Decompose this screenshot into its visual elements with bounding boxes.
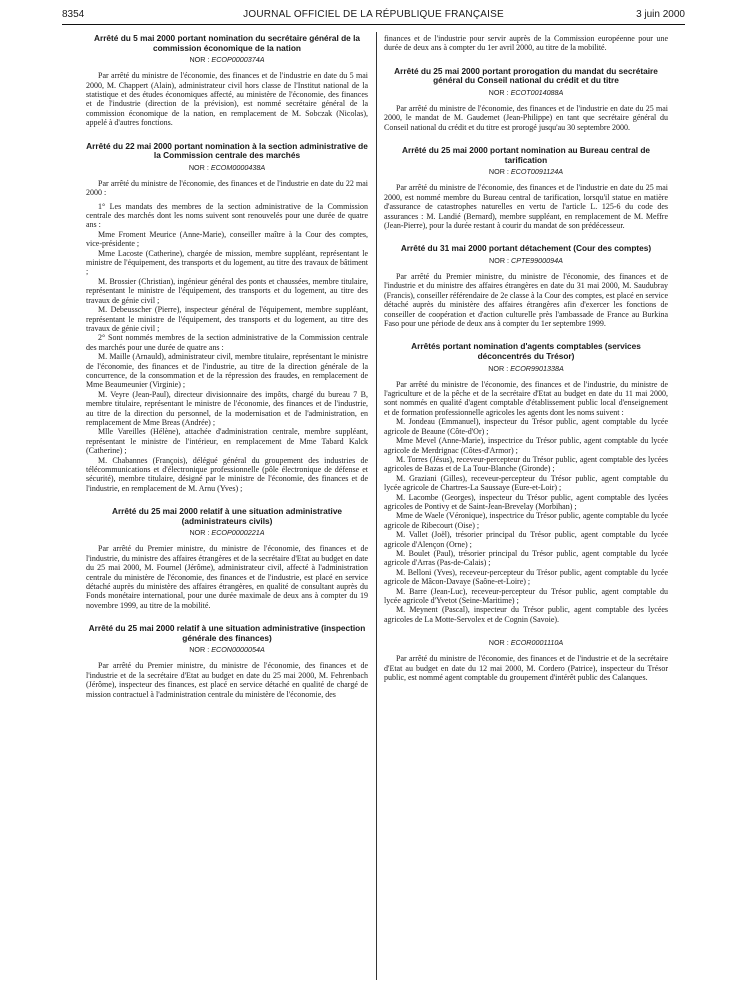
nor-code: ECOT0091124A — [510, 167, 564, 177]
decree-section — [384, 146, 668, 230]
nor-code: CPTE9900094A — [511, 256, 563, 266]
nor-code: ECOP0000374A — [211, 55, 265, 65]
decree-paragraph: Mme Mevel (Anne-Marie), inspectrice du Trésor public, agent comptable du lycée agricole de Merdrignac (Côtes-d'Armor) ; — [384, 436, 668, 455]
nor-code: ECOT0014088A — [510, 88, 564, 97]
nor-reference: NOR : ECOT0014088A — [488, 88, 564, 97]
nor-code: ECOP0000221A — [211, 528, 265, 538]
decree-section — [384, 342, 668, 624]
decree-paragraph: Par arrêté du Premier ministre, du ministre de l'économie, des finances et de l'industrie et de la secrétaire d'Etat au budget en date du 25 mai 2000, M. Fehrenbach (Jérôme), inspecteur des finances, est placé en service détaché en qualité de chargé de mission contractuel à l'administration centrale du ministère de l'économie, des — [86, 661, 368, 699]
left-column — [86, 34, 368, 699]
nor-reference: NOR : ECOR9901338A — [488, 363, 564, 373]
decree-paragraph: Par arrêté du ministre de l'économie, des finances et de l'industrie, du ministre de l'agriculture et de la pêche et de la secrétaire d'Etat au budget en date du 11 mai 2000, sont nommés en qualité d'agent comptable d'établissement public local d'enseignement et de formation professionnelle agricoles les agents dont les noms suivent : — [384, 379, 668, 417]
decree-section — [384, 67, 668, 132]
decree-section — [86, 507, 368, 610]
decree-title: Arrêté du 5 mai 2000 portant nomination du secrétaire général de la commission économique de la nation — [93, 33, 361, 53]
decree-paragraph: M. Lacombe (Georges), inspecteur du Trésor public, agent comptable des lycées agricoles de Pontivy et de Saint-Jean-Brevelay (Morbihan) ; — [384, 492, 668, 511]
decree-paragraph: Par arrêté du ministre de l'économie, des finances et de l'industrie en date du 25 mai 2000, est nommé membre du Bureau central de tarification, lorsqu'il statue en matière d'assurance de catastrophes naturelles en vertu de l'article L. 125-6 du code des assurances : M. Landié (Bernard), membre suppléant, en remplacement de M. Meffre (Jean-Pierre), pour la durée restant à courir du mandat de son prédécesseur. — [384, 183, 668, 231]
continued-paragraph: finances et de l'industrie pour servir auprès de la Commission européenne pour une durée de deux ans à compter du 1er avril 2000, au titre de la mobilité. — [384, 34, 668, 53]
nor-reference: NOR : ECOT0091124A — [488, 167, 564, 177]
decree-paragraph: Par arrêté du ministre de l'économie, des finances et de l'industrie et de la secrétaire d'Etat au budget en date du 12 mai 2000, M. Cordero (Patrice), inspecteur du Trésor public, est nommé agent comptable du groupement d'intérêt public des Calanques. — [384, 654, 668, 683]
decree-paragraph: Mme de Waele (Véronique), inspectrice du Trésor public, agente comptable du lycée agricole de Ribecourt (Oise) ; — [384, 511, 668, 530]
decree-paragraph: M. Graziani (Gilles), receveur-percepteur du Trésor public, agent comptable du lycée agricole de Chartres-La Saussaye (Eure-et-Loir) ; — [384, 473, 668, 493]
decree-paragraph: Par arrêté du Premier ministre, du ministre de l'économie, des finances et de l'industrie, du ministre des affaires étrangères et de la secrétaire d'Etat au budget en date du 25 mai 2000, M. Fournel (Jérôme), administrateur civil, affecté à l'administration centrale du ministère de l'économie, des finances et de l'industrie, est placé en service détaché auprès du ministère des affaires étrangères, en qualité de consultant auprès du Fonds monétaire international, pour une durée maximale de deux ans à compter du 19 novembre 1999, au titre de la mobilité. — [86, 544, 368, 610]
page-number: 8354 — [62, 9, 85, 20]
decree-paragraph: M. Barre (Jean-Luc), receveur-percepteur du Trésor public, agent comptable du lycée agricole d'Yvetot (Seine-Maritime) ; — [384, 586, 668, 605]
nor-code: ECOR9901338A — [510, 363, 564, 373]
decree-section — [86, 34, 368, 128]
nor-reference: NOR : ECOR0001110A — [488, 638, 564, 648]
decree-section — [86, 142, 368, 494]
right-column — [384, 34, 668, 682]
decree-paragraph: Par arrêté du Premier ministre, du ministre de l'économie, des finances et de l'industrie et du ministre des affaires étrangères en date du 31 mai 2000, M. Saudubray (Francis), conseiller référendaire de 2e classe à la Cour des comptes, est placé en service détaché auprès du ministère des affaires étrangères afin d'exercer les fonctions de conseiller de coopération et d'action culturelle près l'ambassade de France au Burkina Faso pour une période de deux ans à compter du 1er septembre 1999. — [384, 272, 668, 329]
nor-code: ECOR0001110A — [510, 638, 564, 648]
nor-reference: NOR : ECOP0000221A — [189, 528, 265, 538]
decree-section — [384, 244, 668, 328]
decree-paragraph: M. Brossier (Christian), ingénieur général des ponts et chaussées, membre titulaire, représentant le ministre de l'équipement, des transports et du logement, au titre des travaux de génie civil ; — [86, 276, 368, 305]
decree-title: Arrêté du 25 mai 2000 portant nomination au Bureau central de tarification — [401, 145, 651, 165]
decree-paragraph: 2° Sont nommés membres de la section administrative de la Commission centrale des marchés pour une durée de quatre ans : — [86, 333, 368, 352]
decree-title: Arrêté du 25 mai 2000 relatif à une situation administrative (inspection générale des finances) — [88, 623, 366, 643]
decree-paragraph: Par arrêté du ministre de l'économie, des finances et de l'industrie en date du 5 mai 2000, M. Chappert (Alain), administrateur civil hors classe de l'Institut national de la statistique et des études économiques affecté, au ministère de l'économie, des finances et de l'industrie (direction de la prévision), est nommé secrétaire général de la commission économique de la nation, en remplacement de M. Sobczak (Nicolas), appelé à d'autres fonctions. — [86, 71, 368, 128]
decree-paragraph: M. Belloni (Yves), receveur-percepteur du Trésor public, agent comptable du lycée agricole de Mâcon-Davaye (Saône-et-Loire) ; — [384, 567, 668, 587]
publication-date: 3 juin 2000 — [636, 9, 685, 20]
decree-paragraph: M. Meynent (Pascal), inspecteur du Trésor public, agent comptable des lycées agricoles de La Motte-Servolex et de Cognin (Savoie). — [384, 605, 668, 624]
decree-paragraph: M. Maille (Arnauld), administrateur civil, membre titulaire, représentant le ministre de l'économie, des finances et de l'industrie, au titre de la direction générale de la concurrence, de la consommation et de la répression des fraudes, en remplacement de Mme Beaumeunier (Virginie) ; — [86, 352, 368, 390]
decree-title: Arrêtés portant nomination d'agents comptables (services déconcentrés du Trésor) — [411, 341, 641, 362]
decree-paragraph: Par arrêté du ministre de l'économie, des finances et de l'industrie en date du 25 mai 2000, le mandat de M. Gaudemet (Jean-Philippe) en tant que secrétaire général du Conseil national du crédit et du titre est prorogé jusqu'au 30 septembre 2000. — [384, 104, 668, 132]
decree-paragraph: M. Debeusscher (Pierre), inspecteur général de l'équipement, membre suppléant, représentant le ministre de l'équipement, des transports et du logement, au titre des travaux de génie civil ; — [86, 305, 368, 333]
nor-code: ECON0000054A — [211, 645, 265, 655]
decree-paragraph: Par arrêté du ministre de l'économie, des finances et de l'industrie en date du 22 mai 2000 : — [86, 178, 368, 198]
page-header — [62, 8, 685, 25]
decree-section — [384, 638, 668, 682]
decree-paragraph: Mme Lacoste (Catherine), chargée de mission, membre suppléant, représentant le ministre de l'équipement, des transports et du logement, au titre des travaux de bâtiment ; — [86, 248, 368, 277]
column-divider — [376, 32, 377, 980]
decree-paragraph: M. Jondeau (Emmanuel), inspecteur du Trésor public, agent comptable du lycée agricole de Beaune (Côte-d'Or) ; — [384, 417, 668, 436]
decree-paragraph: M. Vallet (Joël), trésorier principal du Trésor public, agent comptable du lycée agricole d'Alençon (Orne) ; — [384, 530, 668, 549]
decree-paragraph: M. Torres (Jésus), receveur-percepteur du Trésor public, agent comptable des lycées agricoles de Bazas et de La Tour-Blanche (Gironde) ; — [384, 454, 668, 474]
decree-paragraph: M. Veyre (Jean-Paul), directeur divisionnaire des impôts, chargé du bureau 7 B, membre titulaire, représentant le ministre de l'économie, des finances et de l'industrie, au titre de la direction du personnel, de la modernisation et de l'administration, en remplacement de Mme Breas (Andrée) ; — [86, 389, 368, 427]
journal-title: JOURNAL OFFICIEL DE LA RÉPUBLIQUE FRANÇAISE — [243, 9, 504, 20]
decree-title: Arrêté du 25 mai 2000 portant prorogation du mandat du secrétaire général du Conseil national du crédit et du titre — [394, 65, 658, 86]
decree-paragraph: M. Chabannes (François), délégué général du groupement des industries de télécommunications et d'électronique professionnelle (pôle électronique de défense et sécurité), membre titulaire, désigné par le ministre de l'économie, des finances et de l'industrie, en remplacement de M. Arnu (Yves) ; — [86, 455, 368, 493]
nor-code: ECOM0000438A — [210, 162, 266, 172]
decree-title: Arrêté du 25 mai 2000 relatif à une situation administrative (administrateurs civils) — [111, 506, 343, 526]
nor-reference: NOR : ECON0000054A — [189, 645, 265, 655]
decree-section — [86, 624, 368, 699]
nor-reference: NOR : ECOM0000438A — [188, 162, 266, 172]
decree-title: Arrêté du 22 mai 2000 portant nomination à la section administrative de la Commission centrale des marchés — [86, 140, 368, 161]
decree-paragraph: Mlle Vareilles (Hélène), attachée d'administration centrale, membre suppléant, représentant le ministre de l'intérieur, en remplacement de Mme Tabard Kalck (Catherine) ; — [86, 427, 368, 456]
decree-title: Arrêté du 31 mai 2000 portant détachement (Cour des comptes) — [400, 243, 652, 254]
nor-reference: NOR : CPTE9900094A — [489, 256, 563, 266]
nor-reference: NOR : ECOP0000374A — [189, 55, 265, 65]
decree-paragraph: 1° Les mandats des membres de la section administrative de la Commission centrale des marchés dont les noms suivent sont renouvelés pour une durée de quatre ans : — [86, 201, 368, 230]
decree-paragraph: Mme Froment Meurice (Anne-Marie), conseiller maître à la Cour des comptes, vice-présidente ; — [86, 229, 368, 249]
decree-paragraph: M. Boulet (Paul), trésorier principal du Trésor public, agent comptable du lycée agricole d'Arras (Pas-de-Calais) ; — [384, 548, 668, 568]
